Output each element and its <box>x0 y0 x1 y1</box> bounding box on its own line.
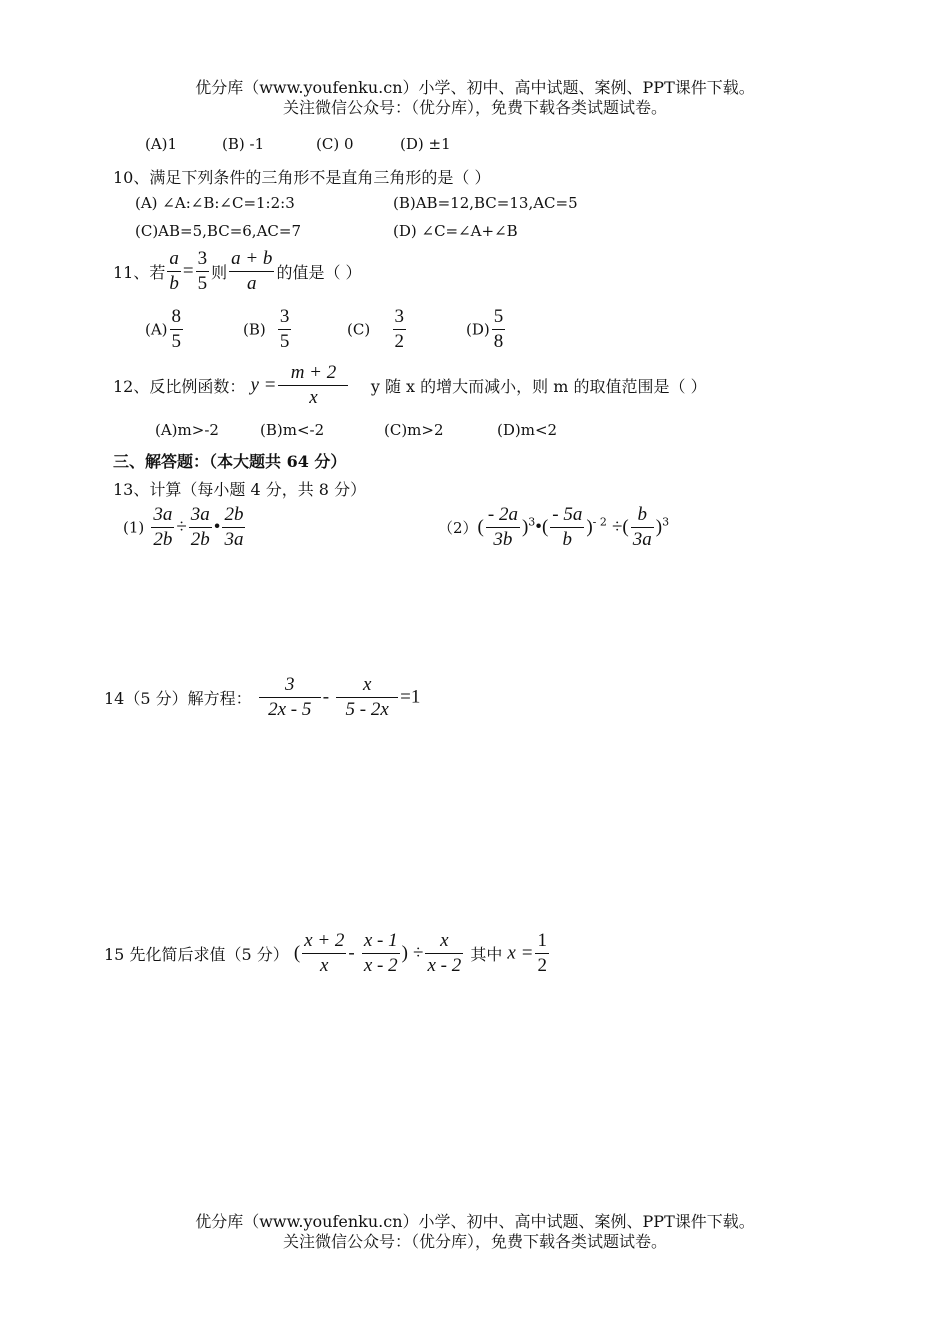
q12-option-b: (B)m<-2 <box>260 421 325 439</box>
q11-option-c: (C) $\frac{3}{2}$ <box>347 306 405 352</box>
q14-minus: - <box>322 686 330 708</box>
q10-option-d: (D) ∠C=∠A+∠B <box>393 222 518 240</box>
q12-suffix: y 随 x 的增大而减小，则 m 的取值范围是（ ） <box>370 377 707 396</box>
q12-option-a: (A)m>-2 <box>155 421 219 439</box>
q11-suffix: 的值是（ ） <box>276 263 362 282</box>
q9-option-a: (A)1 <box>145 135 178 153</box>
q13-p2-exp-3: 3 <box>662 515 670 529</box>
q15-frac-1: $\frac{x + 2}{x}$ <box>304 930 345 976</box>
q11-then: 则 <box>211 263 228 282</box>
q13-p2-divide: ÷ <box>611 516 623 538</box>
q15-frac-3: $\frac{x}{x - 2}$ <box>427 930 462 976</box>
footer-line-1: 优分库（www.youfenku.cn）小学、初中、高中试题、案例、PPT课件下载。 <box>195 1212 755 1231</box>
q12-stem <box>113 362 707 409</box>
q12-prefix: 12、反比例函数： <box>113 377 246 396</box>
q13-p2-exp-2: - 2 <box>592 515 607 529</box>
q13-p2-dot: • <box>535 516 542 538</box>
q13-p1-divide: ÷ <box>176 516 187 538</box>
q15-divide: ÷ <box>413 942 424 964</box>
q11-option-d-frac: $\frac{5}{8}$ <box>493 306 504 352</box>
q15-x-equals: x = <box>507 942 534 964</box>
q13-p1-frac-3: $\frac{2b}{3a}$ <box>224 504 244 550</box>
q11-option-d: (D) $\frac{5}{8}$ <box>466 306 504 352</box>
q10-option-c: (C)AB=5,BC=6,AC=7 <box>135 222 301 240</box>
header-line-2: 关注微信公众号：（优分库），免费下载各类试题试卷。 <box>282 98 667 117</box>
q14-frac-2: $\frac{x}{5 - 2x}$ <box>336 674 398 721</box>
q12-option-d: (D)m<2 <box>497 421 558 439</box>
q11-option-a-frac: $\frac{8}{5}$ <box>171 306 182 352</box>
q12-option-c: (C)m>2 <box>384 421 444 439</box>
q15-label: 15 先化简后求值（5 分） <box>104 945 289 964</box>
q12-frac-m-plus-2-over-x: $\frac{m + 2}{x}$ <box>278 362 348 409</box>
q11-stem <box>113 248 362 295</box>
q13-p2-frac-1: $\frac{- 2a}{3b}$ <box>487 504 518 550</box>
q11-frac-3-over-5: $\frac{3}{5}$ <box>197 248 208 294</box>
section-3-title: 三、解答题：（本大题共 64 分） <box>113 452 347 471</box>
q15-where: 其中 <box>470 945 503 964</box>
q10-option-b: (B)AB=12,BC=13,AC=5 <box>393 194 578 212</box>
q13-p1-frac-1: $\frac{3a}{2b}$ <box>153 504 173 550</box>
q15-minus: - <box>348 942 355 964</box>
q15-frac-half: $\frac{1}{2}$ <box>537 930 547 976</box>
q11-frac-a-over-b: $\frac{a}{b}$ <box>169 248 179 294</box>
q11-equals: = <box>182 260 194 282</box>
q13-part-1-label: (1) <box>123 518 145 537</box>
q14 <box>104 674 420 721</box>
q11-option-b: (B) $\frac{3}{5}$ <box>243 306 290 352</box>
q13-p1-dot: • <box>213 516 221 538</box>
q13-stem: 13、计算（每小题 4 分，共 8 分） <box>113 480 367 499</box>
q13-p2-frac-3: $\frac{b}{3a}$ <box>632 504 652 550</box>
q11-option-b-frac: $\frac{3}{5}$ <box>279 306 290 352</box>
q10-option-a: (A) ∠A:∠B:∠C=1:2:3 <box>135 194 295 212</box>
q13-part-1 <box>123 504 247 551</box>
q9-option-d: (D) ±1 <box>400 135 451 153</box>
q13-part-2: （2）( $\frac{- 2a}{3b}$ )$^3$•( $\frac{- 5a}{b}$ )$^{- 2}$ ÷( $\frac{b}{3a}$ )$^3$ <box>438 504 670 550</box>
q9-option-c: (C) 0 <box>316 135 354 153</box>
q13-p2-exp-1: 3 <box>528 515 536 529</box>
q11-prefix: 11、若 <box>113 263 166 282</box>
q10-stem: 10、满足下列条件的三角形不是直角三角形的是（ ） <box>113 168 491 187</box>
header-line-1: 优分库（www.youfenku.cn）小学、初中、高中试题、案例、PPT课件下载。 <box>195 78 755 97</box>
q12-y-equals: y = <box>250 374 277 396</box>
q15: 15 先化简后求值（5 分） ( $\frac{x + 2}{x}$ - $\frac{x - 1}{x - 2}$ ) ÷ $\frac{x}{x - 2}$ 其中 x = $\frac{1}{2}$ <box>104 930 547 976</box>
footer-line-2: 关注微信公众号：（优分库），免费下载各类试题试卷。 <box>282 1232 667 1251</box>
q9-option-b: (B) -1 <box>222 135 265 153</box>
q11-option-c-frac: $\frac{3}{2}$ <box>394 306 405 352</box>
q14-frac-1: $\frac{3}{2x - 5}$ <box>259 674 321 721</box>
q15-frac-2: $\frac{x - 1}{x - 2}$ <box>363 930 398 976</box>
q13-part-2-label: （2） <box>438 519 478 537</box>
q14-label: 14（5 分）解方程： <box>104 689 252 708</box>
q13-p2-frac-2: $\frac{- 5a}{b}$ <box>552 504 583 550</box>
q13-p1-frac-2: $\frac{3a}{2b}$ <box>190 504 210 550</box>
q11-option-a: (A) $\frac{8}{5}$ <box>145 306 182 352</box>
q11-frac-a-plus-b-over-a: $\frac{a + b}{a}$ <box>231 248 273 294</box>
q14-rhs: =1 <box>400 686 421 708</box>
